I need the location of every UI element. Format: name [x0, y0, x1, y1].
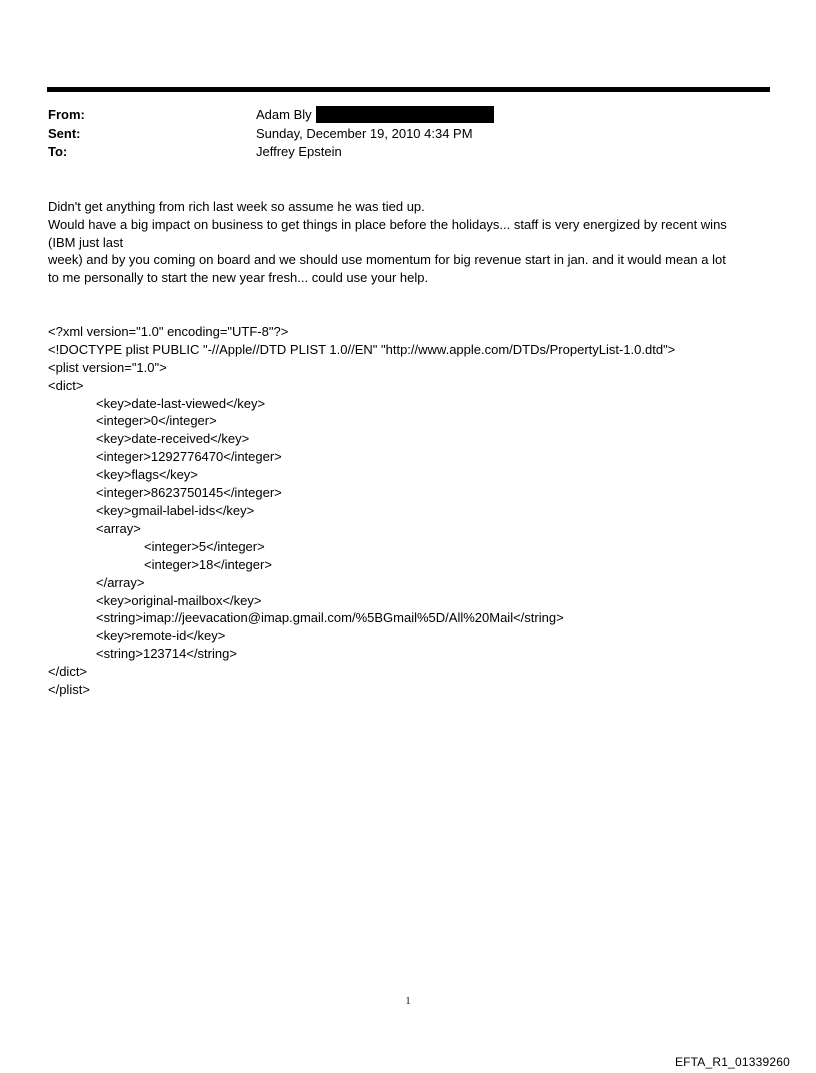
xml-declaration: <?xml version="1.0" encoding="UTF-8"?>	[48, 323, 289, 339]
to-label: To:	[48, 144, 68, 159]
sent-value: Sunday, December 19, 2010 4:34 PM	[256, 126, 473, 141]
to-value: Jeffrey Epstein	[256, 144, 342, 159]
xml-line: <string>123714</string>	[96, 646, 237, 662]
message-line: Didn't get anything from rich last week so assume he was tied up.	[48, 199, 425, 214]
xml-line: <integer>5</integer>	[144, 538, 265, 554]
xml-line: <key>date-received</key>	[96, 431, 250, 447]
xml-dict-close: </dict>	[48, 664, 88, 680]
message-line: (IBM just last	[48, 234, 124, 250]
xml-line: </array>	[96, 574, 145, 590]
from-value	[256, 106, 494, 124]
xml-line: <key>flags</key>	[96, 467, 198, 483]
message-line: week) and by you coming on board and we should use momentum for big revenue start in jan. and it would mean a lot	[48, 252, 726, 268]
sender-name: Adam Bly	[256, 107, 312, 122]
redaction-block	[316, 106, 494, 123]
xml-plist-close: </plist>	[48, 682, 90, 698]
xml-line: <key>date-last-viewed</key>	[96, 395, 266, 411]
xml-line: <key>remote-id</key>	[96, 628, 226, 644]
message-body	[48, 198, 768, 287]
xml-line: <key>original-mailbox</key>	[96, 592, 262, 608]
xml-doctype: <!DOCTYPE plist PUBLIC "-//Apple//DTD PLIST 1.0//EN" "http://www.apple.com/DTDs/PropertyList-1.0.dtd">	[48, 341, 676, 357]
xml-line: <integer>8623750145</integer>	[96, 485, 282, 501]
xml-line: <array>	[96, 520, 141, 536]
from-label: From:	[48, 107, 85, 122]
xml-plist-open: <plist version="1.0">	[48, 359, 167, 375]
bates-number: EFTA_R1_01339260	[674, 1055, 790, 1069]
xml-line: <string>imap://jeevacation@imap.gmail.com/%5BGmail%5D/All%20Mail</string>	[96, 610, 564, 626]
plist-xml-block	[48, 305, 675, 717]
message-line: Would have a big impact on business to get things in place before the holidays... staff is very energized by recent wins	[48, 216, 727, 232]
xml-line: <integer>0</integer>	[96, 413, 217, 429]
header-rule	[47, 87, 770, 92]
message-line: to me personally to start the new year fresh... could use your help.	[48, 270, 429, 286]
page-number: 1	[405, 996, 411, 1007]
xml-dict-open: <dict>	[48, 377, 84, 393]
xml-line: <integer>1292776470</integer>	[96, 449, 282, 465]
sent-label: Sent:	[48, 126, 81, 141]
xml-line: <integer>18</integer>	[144, 556, 272, 572]
xml-line: <key>gmail-label-ids</key>	[96, 502, 255, 518]
